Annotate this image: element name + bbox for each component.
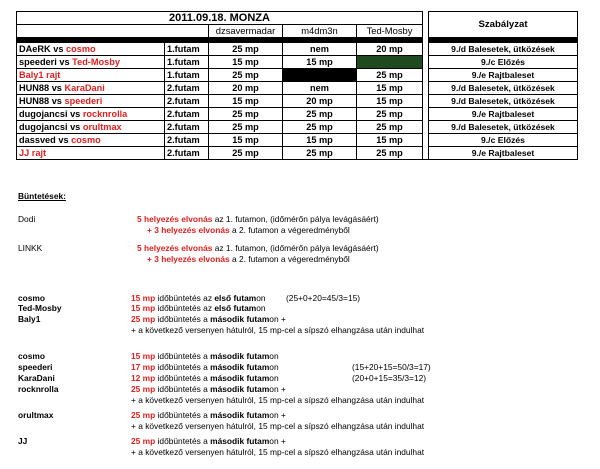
penalty-extra: + a következő versenyen hátulról, 15 mp-cel a sípszó elhangzása után indulhat (131, 395, 425, 405)
race-cell: 2.futam (165, 121, 209, 134)
judge-value: 25 mp (357, 108, 423, 121)
judge-value: 25 mp (283, 147, 357, 160)
column-header: dzsavermadar (209, 25, 283, 38)
penalty-name: Dodi (18, 214, 36, 224)
rule-cell: 9./e Rajtbaleset (429, 108, 578, 121)
table-row (17, 43, 578, 56)
judge-value: 15 mp (283, 56, 357, 69)
rule-cell: 9./c Előzés (429, 56, 578, 69)
penalty-name: orultmax (18, 410, 54, 420)
judge-value: 20 mp (209, 82, 283, 95)
judge-value (283, 69, 357, 82)
judge-value: 25 mp (357, 147, 423, 160)
judge-value: 15 mp (283, 134, 357, 147)
judge-value: 25 mp (209, 69, 283, 82)
judge-value: 25 mp (209, 108, 283, 121)
results-table (16, 11, 578, 160)
pairing-cell: dassved vs cosmo (17, 134, 165, 147)
penalty-extra: + a következő versenyen hátulról, 15 mp-cel a sípszó elhangzása után indulhat (131, 325, 425, 335)
penalty-note: (15+20+15=50/3=17) (352, 362, 431, 372)
rule-cell: 9./e Rajtbaleset (429, 69, 578, 82)
table-row (17, 147, 578, 160)
judge-value: 25 mp (209, 121, 283, 134)
penalty-line: + 3 helyezés elvonás a 2. futamon a végeredményből (147, 225, 350, 235)
penalty-extra: + a következő versenyen hátulról, 15 mp-cel a sípszó elhangzása után indulhat (131, 447, 425, 457)
judge-value: 25 mp (357, 121, 423, 134)
penalty-name: cosmo (18, 351, 45, 361)
penalty-line: 5 helyezés elvonás az 1. futamon, (időmérőn pálya levágásáért) (137, 214, 379, 224)
table-row (17, 121, 578, 134)
judge-value: 20 mp (283, 95, 357, 108)
pairing-cell: dugojancsi vs orultmax (17, 121, 165, 134)
race-cell: 2.futam (165, 82, 209, 95)
race-cell: 1.futam (165, 56, 209, 69)
penalty-extra: + a következő versenyen hátulról, 15 mp-cel a sípszó elhangzása után indulhat (131, 421, 425, 431)
judge-value: 15 mp (357, 82, 423, 95)
table-row (17, 69, 578, 82)
penalty-line: 25 mp időbüntetés a második futamon + (131, 384, 286, 394)
rule-cell: 9./d Balesetek, ütközések (429, 95, 578, 108)
judge-value (357, 56, 423, 69)
pairing-cell: HUN88 vs speederi (17, 95, 165, 108)
rule-cell: 9./d Balesetek, ütközések (429, 121, 578, 134)
rule-cell: 9./d Balesetek, ütközések (429, 43, 578, 56)
judge-value: 25 mp (283, 121, 357, 134)
penalty-name: speederi (18, 362, 53, 372)
penalty-line: 12 mp időbüntetés a második futamon (131, 373, 279, 383)
judge-value: nem (283, 82, 357, 95)
column-header: Ted-Mosby (357, 25, 423, 38)
penalty-name: LINKK (18, 243, 43, 253)
rule-cell: 9./e Rajtbaleset (429, 147, 578, 160)
race-title: 2011.09.18. MONZA (17, 12, 423, 25)
pairing-cell: JJ rajt (17, 147, 165, 160)
rules-header: Szabályzat (429, 12, 578, 38)
penalty-line: 15 mp időbüntetés az első futamon (131, 303, 266, 313)
penalty-line: 5 helyezés elvonás az 1. futamon, (időmérőn pálya levágásáért) (137, 243, 379, 253)
penalty-name: Ted-Mosby (18, 303, 62, 313)
penalty-line: + 3 helyezés elvonás a 2. futamon a végeredményből (147, 254, 350, 264)
table-row (17, 56, 578, 69)
penalty-name: cosmo (18, 293, 45, 303)
judge-value: 20 mp (357, 43, 423, 56)
table-row (17, 134, 578, 147)
judge-value: 15 mp (209, 56, 283, 69)
judge-value: 15 mp (357, 134, 423, 147)
table-row (17, 95, 578, 108)
judge-value: 25 mp (209, 147, 283, 160)
penalty-name: rocknrolla (18, 384, 59, 394)
penalty-line: 15 mp időbüntetés a második futamon (131, 351, 279, 361)
judge-value: 15 mp (209, 134, 283, 147)
race-cell: 1.futam (165, 69, 209, 82)
rule-cell: 9./d Balesetek, ütközések (429, 82, 578, 95)
judge-value: 25 mp (209, 43, 283, 56)
table-row (17, 82, 578, 95)
penalty-line: 25 mp időbüntetés a második futamon + (131, 410, 286, 420)
race-cell: 1.futam (165, 43, 209, 56)
penalty-note: (25+0+20=45/3=15) (286, 293, 361, 303)
judge-value: 15 mp (209, 95, 283, 108)
penalty-name: KaraDani (18, 373, 55, 383)
penalty-line: 25 mp időbüntetés a második futamon + (131, 436, 286, 446)
penalty-line: 25 mp időbüntetés a második futamon + (131, 314, 286, 324)
judge-value: 25 mp (357, 69, 423, 82)
penalty-line: 15 mp időbüntetés az első futamon (131, 293, 266, 303)
race-cell: 2.futam (165, 95, 209, 108)
table-row (17, 108, 578, 121)
column-header: m4dm3n (283, 25, 357, 38)
judge-value: 15 mp (357, 95, 423, 108)
rule-cell: 9./c Előzés (429, 134, 578, 147)
penalty-line: 17 mp időbüntetés a második futamon (131, 362, 279, 372)
race-cell: 2.futam (165, 134, 209, 147)
race-cell: 2.futam (165, 108, 209, 121)
pairing-cell: speederi vs Ted-Mosby (17, 56, 165, 69)
pairing-cell: DAeRK vs cosmo (17, 43, 165, 56)
penalty-name: JJ (18, 436, 28, 446)
pairing-cell: dugojancsi vs rocknrolla (17, 108, 165, 121)
penalty-name: Baly1 (18, 314, 41, 324)
judge-value: 25 mp (283, 108, 357, 121)
pairing-cell: Baly1 rajt (17, 69, 165, 82)
judge-value: nem (283, 43, 357, 56)
pairing-cell: HUN88 vs KaraDani (17, 82, 165, 95)
race-cell: 2.futam (165, 147, 209, 160)
penalties-heading: Büntetések: (18, 191, 66, 201)
penalty-note: (20+0+15=35/3=12) (352, 373, 427, 383)
